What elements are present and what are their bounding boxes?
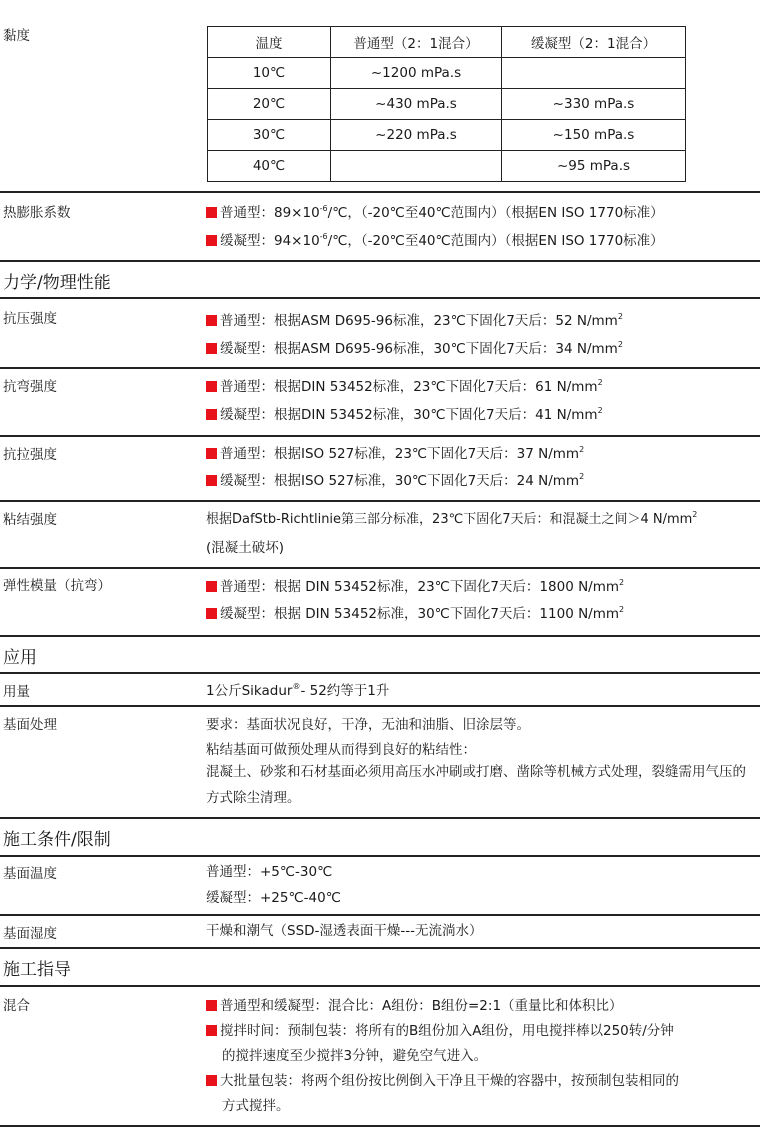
table-cell: ~1200 mPa.s bbox=[331, 58, 502, 89]
divider bbox=[0, 567, 760, 569]
divider bbox=[0, 985, 760, 987]
substrate-temp-line-1: 普通型：+5℃-30℃ bbox=[206, 864, 333, 880]
bullet-square-icon bbox=[206, 475, 217, 486]
bullet-square-icon bbox=[206, 1000, 217, 1011]
thermal-text: /℃，（-20℃至40℃范围内）（根据EN ISO 1770标准） bbox=[327, 205, 664, 221]
tensile-text: 缓凝型：根据ISO 527标准，30℃下固化7天后：24 N/mm bbox=[220, 473, 580, 489]
substrate-humidity-line: 干燥和潮气（SSD-湿透表面干燥---无流淌水） bbox=[206, 923, 483, 939]
table-header-cell: 温度 bbox=[208, 27, 331, 58]
divider bbox=[0, 191, 760, 193]
flexural-label: 抗弯强度 bbox=[3, 379, 57, 395]
table-header-cell: 缓凝型（2：1混合） bbox=[502, 27, 686, 58]
bullet-square-icon bbox=[206, 608, 217, 619]
flexural-text: 普通型：根据DIN 53452标准，23℃下固化7天后：61 N/mm bbox=[220, 379, 598, 395]
modulus-label: 弹性模量（抗弯） bbox=[3, 578, 111, 594]
modulus-text: 普通型：根据 DIN 53452标准，23℃下固化7天后：1800 N/mm bbox=[220, 579, 620, 595]
table-cell: ~330 mPa.s bbox=[502, 89, 686, 120]
bullet-square-icon bbox=[206, 207, 217, 218]
mixing-line-3b: 方式搅拌。 bbox=[222, 1098, 290, 1114]
table-cell: ~95 mPa.s bbox=[502, 151, 686, 182]
exponent: 2 bbox=[579, 445, 585, 454]
exponent: 2 bbox=[617, 340, 623, 349]
thermal-label: 热膨胀系数 bbox=[3, 205, 71, 221]
mixing-line-2 bbox=[206, 1022, 674, 1040]
substrate-label: 基面处理 bbox=[3, 717, 57, 733]
compressive-label: 抗压强度 bbox=[3, 311, 57, 327]
thermal-text: 缓凝型：94×10 bbox=[220, 233, 320, 249]
table-header-cell: 普通型（2：1混合） bbox=[331, 27, 502, 58]
table-header-row bbox=[208, 27, 686, 58]
compressive-text: 普通型：根据ASM D695-96标准，23℃下固化7天后：52 N/mm bbox=[220, 313, 618, 329]
exponent: 2 bbox=[617, 312, 623, 321]
exponent: 2 bbox=[619, 578, 625, 587]
consumption-text: - 52约等于1升 bbox=[300, 683, 390, 699]
exponent: -6 bbox=[319, 204, 328, 213]
modulus-line-1 bbox=[206, 578, 624, 596]
bullet-square-icon bbox=[206, 1075, 217, 1086]
viscosity-label: 黏度 bbox=[3, 28, 30, 44]
substrate-line-3: 混凝土、砂浆和石材基面必须用高压水冲刷或打磨、凿除等机械方式处理，裂缝需用气压的方式除尘清理。 bbox=[206, 764, 746, 806]
divider bbox=[0, 817, 760, 819]
thermal-text: 普通型：89×10 bbox=[220, 205, 320, 221]
bullet-square-icon bbox=[206, 381, 217, 392]
substrate-temp-label: 基面温度 bbox=[3, 866, 57, 882]
consumption-line bbox=[206, 682, 389, 700]
bond-line-1 bbox=[206, 511, 697, 529]
section-heading-instructions: 施工指导 bbox=[3, 960, 71, 980]
exponent: 2 bbox=[619, 605, 625, 614]
table-cell: ~150 mPa.s bbox=[502, 120, 686, 151]
table-row bbox=[208, 120, 686, 151]
divider bbox=[0, 367, 760, 369]
divider bbox=[0, 635, 760, 637]
tensile-label: 抗拉强度 bbox=[3, 447, 57, 463]
viscosity-table bbox=[207, 26, 686, 182]
thermal-line-1 bbox=[206, 204, 664, 222]
divider bbox=[0, 914, 760, 916]
divider bbox=[0, 500, 760, 502]
bullet-square-icon bbox=[206, 343, 217, 354]
divider bbox=[0, 435, 760, 437]
compressive-line-2 bbox=[206, 340, 623, 358]
table-cell bbox=[331, 151, 502, 182]
bullet-square-icon bbox=[206, 409, 217, 420]
bullet-square-icon bbox=[206, 448, 217, 459]
divider bbox=[0, 297, 760, 299]
thermal-text: /℃，（-20℃至40℃范围内）（根据EN ISO 1770标准） bbox=[327, 233, 664, 249]
bullet-square-icon bbox=[206, 235, 217, 246]
mixing-text: 大批量包装：将两个组份按比例倒入干净且干燥的容器中，按预制包装相同的 bbox=[220, 1073, 679, 1089]
substrate-temp-line-2: 缓凝型：+25℃-40℃ bbox=[206, 890, 341, 906]
table-row bbox=[208, 58, 686, 89]
exponent: 2 bbox=[597, 406, 603, 415]
consumption-text: 1公斤Sikadur bbox=[206, 683, 293, 699]
divider bbox=[0, 705, 760, 707]
substrate-line-2: 粘结基面可做预处理从而得到良好的粘结性： bbox=[206, 742, 476, 758]
table-cell: 20℃ bbox=[208, 89, 331, 120]
tensile-line-2 bbox=[206, 472, 584, 490]
tensile-line-1 bbox=[206, 445, 584, 463]
substrate-humidity-label: 基面湿度 bbox=[3, 926, 57, 942]
mixing-label: 混合 bbox=[3, 998, 30, 1014]
exponent: 2 bbox=[579, 472, 585, 481]
table-cell: ~220 mPa.s bbox=[331, 120, 502, 151]
divider bbox=[0, 947, 760, 949]
exponent: 2 bbox=[597, 378, 603, 387]
mixing-line-3 bbox=[206, 1072, 679, 1090]
exponent: -6 bbox=[319, 232, 328, 241]
divider bbox=[0, 672, 760, 674]
compressive-text: 缓凝型：根据ASM D695-96标准，30℃下固化7天后：34 N/mm bbox=[220, 341, 618, 357]
table-row bbox=[208, 89, 686, 120]
mixing-text: 搅拌时间：预制包装：将所有的B组份加入A组份，用电搅拌棒以250转/分钟 bbox=[220, 1023, 674, 1039]
bond-text: 根据DafStb-Richtlinie第三部分标准，23℃下固化7天后：和混凝土之间＞4 N/mm bbox=[206, 512, 693, 527]
flexural-line-1 bbox=[206, 378, 603, 396]
flexural-text: 缓凝型：根据DIN 53452标准，30℃下固化7天后：41 N/mm bbox=[220, 407, 598, 423]
section-heading-application: 应用 bbox=[3, 648, 37, 668]
table-row bbox=[208, 151, 686, 182]
consumption-label: 用量 bbox=[3, 684, 30, 700]
divider bbox=[0, 855, 760, 857]
section-heading-conditions: 施工条件/限制 bbox=[3, 830, 111, 850]
tensile-text: 普通型：根据ISO 527标准，23℃下固化7天后：37 N/mm bbox=[220, 446, 580, 462]
modulus-line-2 bbox=[206, 605, 624, 623]
modulus-text: 缓凝型：根据 DIN 53452标准，30℃下固化7天后：1100 N/mm bbox=[220, 606, 620, 622]
substrate-line-1: 要求：基面状况良好，干净，无油和油脂、旧涂层等。 bbox=[206, 717, 530, 733]
flexural-line-2 bbox=[206, 406, 603, 424]
table-cell bbox=[502, 58, 686, 89]
exponent: 2 bbox=[692, 510, 698, 519]
thermal-line-2 bbox=[206, 232, 664, 250]
divider bbox=[0, 1125, 760, 1127]
registered-mark: ® bbox=[292, 682, 301, 691]
compressive-line-1 bbox=[206, 312, 623, 330]
table-cell: 40℃ bbox=[208, 151, 331, 182]
bond-label: 粘结强度 bbox=[3, 512, 57, 528]
table-cell: 10℃ bbox=[208, 58, 331, 89]
bullet-square-icon bbox=[206, 1025, 217, 1036]
table-cell: 30℃ bbox=[208, 120, 331, 151]
bullet-square-icon bbox=[206, 581, 217, 592]
mixing-text: 普通型和缓凝型：混合比：A组份：B组份=2:1（重量比和体积比） bbox=[220, 998, 623, 1014]
bullet-square-icon bbox=[206, 315, 217, 326]
section-heading-mechanical: 力学/物理性能 bbox=[3, 273, 111, 293]
mixing-line-1 bbox=[206, 997, 623, 1015]
bond-line-2: (混凝土破坏) bbox=[206, 540, 285, 556]
mixing-line-2b: 的搅拌速度至少搅拌3分钟，避免空气进入。 bbox=[222, 1048, 488, 1064]
divider bbox=[0, 260, 760, 262]
table-cell: ~430 mPa.s bbox=[331, 89, 502, 120]
